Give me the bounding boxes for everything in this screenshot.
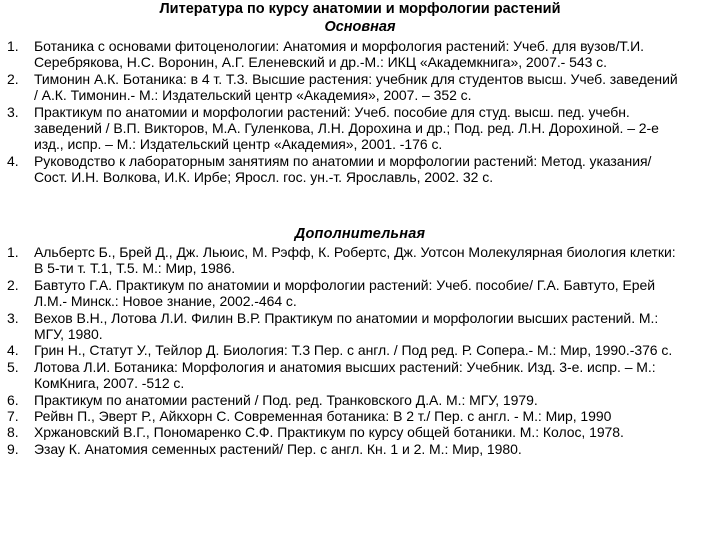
list-item [0, 38, 684, 71]
primary-literature-list [0, 38, 684, 186]
secondary-literature-list [0, 244, 684, 457]
item-text: Вехов В.Н., Лотова Л.И. Филин В.Р. Практикум по анатомии и морфологии высших растений. М.: МГУ, 1980. [34, 309, 659, 343]
item-number: 5. [7, 358, 19, 375]
secondary-section-heading: Дополнительная [294, 226, 426, 242]
item-number: 1. [7, 38, 19, 54]
item-text: Практикум по анатомии и морфологии растений: Учеб. пособие для студ. высш. пед. учебн. заведений / В.П. Викторов, М.А. Гуленкова, Л.Н. Дорохина и др.; Под. ред. Л.Н. Дорохиной. – 2-е изд., испр. – М.: Издательский центр «Академия», 2001. -176 с. [34, 103, 659, 153]
item-text: Бавтуто Г.А. Практикум по анатомии и морфологии растений: Учеб. пособие/ Г.А. Бавтуто, Ерей Л.М.- Минск.: Новое знание, 2002.-464 с. [34, 276, 656, 310]
item-text: Практикум по анатомии растений / Под. ред. Транковского Д.А. М.: МГУ, 1979. [34, 391, 538, 408]
item-number: 4. [7, 152, 19, 169]
list-item [0, 342, 684, 358]
item-number: 3. [7, 309, 19, 326]
item-text: Эзау К. Анатомия семенных растений/ Пер. с англ. Кн. 1 и 2. М.: Мир, 1980. [34, 440, 522, 457]
item-text: Руководство к лабораторным занятиям по анатомии и морфологии растений: Метод. указания/ Сост. И.Н. Волкова, И.К. Ирбе; Яросл. гос. ун.-т. Ярославль, 2002. 32 с. [34, 152, 652, 186]
list-item [0, 392, 684, 408]
list-item [0, 424, 684, 440]
list-item [0, 244, 684, 277]
item-text: Ботаника с основами фитоценологии: Анатомия и морфология растений: Учеб. для вузов/Т.И. Серебрякова, Н.С. Воронин, А.Г. Еленевский и др.-М.: ИКЦ «Академкнига», 2007.- 543 с. [34, 38, 644, 71]
item-number: 2. [7, 276, 19, 293]
page-title: Литература по курсу анатомии и морфологии растений [159, 1, 561, 17]
item-text: Тимонин А.К. Ботаника: в 4 т. Т.3. Высшие растения: учебник для студентов высш. Учеб. заведений / А.К. Тимонин.- М.: Издательский центр «Академия», 2007. – 352 с. [34, 70, 678, 104]
item-number: 3. [7, 103, 19, 120]
item-number: 1. [7, 244, 19, 260]
item-number: 2. [7, 70, 19, 87]
list-item [0, 277, 684, 310]
list-item [0, 408, 684, 424]
item-text: Альбертс Б., Брей Д., Дж. Льюис, М. Рэфф, К. Робертс, Дж. Уотсон Молекулярная биология клетки: В 5-ти т. Т.1, Т.5. М.: Мир, 1986. [34, 244, 676, 277]
list-item [0, 153, 684, 186]
list-item [0, 359, 684, 392]
item-text: Грин Н., Статут У., Тейлор Д. Биология: Т.3 Пер. с англ. / Под ред. Р. Сопера.- М.: Мир, 1990.-376 с. [34, 342, 673, 359]
item-text: Хржановский В.Г., Пономаренко С.Ф. Практикум по курсу общей ботаники. М.: Колос, 1978. [34, 424, 624, 441]
item-number: 4. [7, 342, 19, 359]
item-number: 9. [7, 440, 19, 457]
list-item [0, 310, 684, 343]
primary-section-heading: Основная [324, 19, 396, 35]
item-number: 6. [7, 391, 19, 408]
list-item [0, 104, 684, 153]
item-number: 8. [7, 424, 19, 441]
item-text: Лотова Л.И. Ботаника: Морфология и анатомия высших растений: Учебник. Изд. 3-е. испр. – М.: КомКнига, 2007. -512 с. [34, 358, 656, 392]
list-item [0, 71, 684, 104]
item-text: Рейвн П., Эверт Р., Айкхорн С. Современная ботаника: В 2 т./ Пер. с англ. - М.: Мир, 1990 [34, 408, 612, 425]
item-number: 7. [7, 408, 19, 425]
list-item [0, 441, 684, 457]
